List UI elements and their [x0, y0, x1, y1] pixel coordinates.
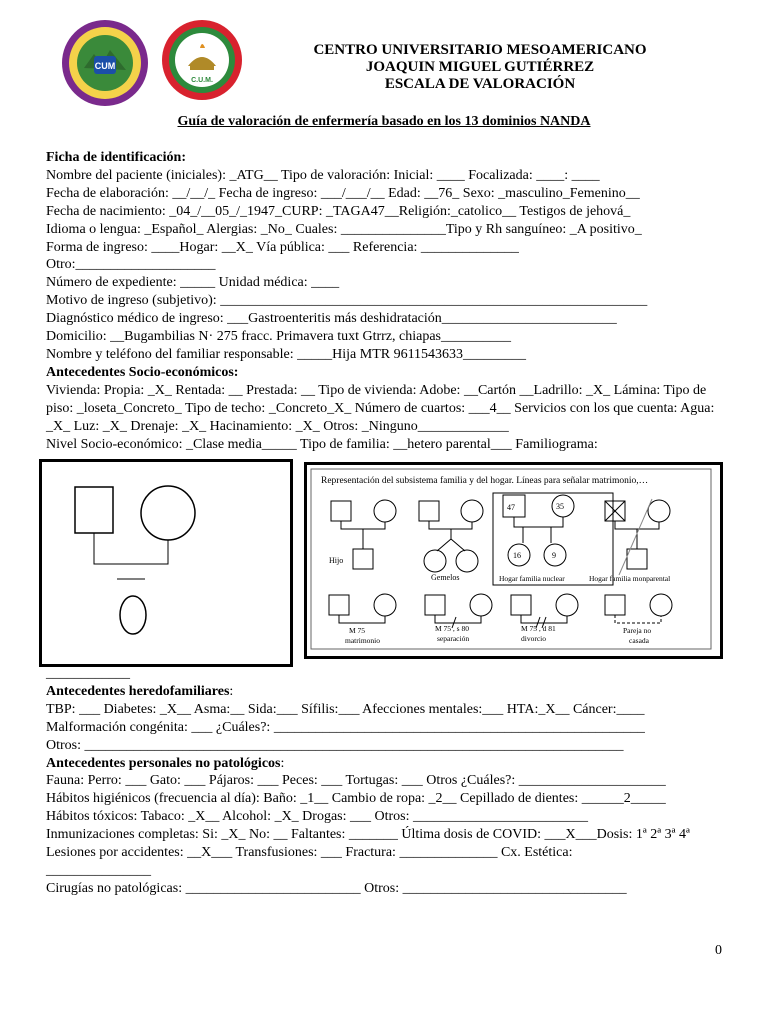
label-casada: casada — [629, 636, 649, 645]
header-line-2: JOAQUIN MIGUEL GUTIÉRREZ — [365, 59, 595, 75]
heading-colon: : — [229, 683, 234, 699]
form-line: Nombre del paciente (iniciales): _ATG__ Tipo de valoración: Inicial: ____ Focalizada: ____: ____ — [46, 167, 600, 183]
form-line: Hábitos higiénicos (frecuencia al día): Baño: _1__ Cambio de ropa: _2__ Cepillado de dientes: ______2_____ — [46, 791, 666, 807]
form-line: Fecha de nacimiento: _04_/__05_/_1947_CURP: _TAGA47__Religión:_catolico__ Testigos de jehová_ — [46, 203, 631, 219]
history-section — [46, 665, 736, 898]
form-line: Nombre y teléfono del familiar responsable: _____Hija MTR 9611543633_________ — [46, 346, 527, 362]
socioeconomic-heading: Antecedentes Socio-económicos: — [46, 364, 239, 380]
hand-drawn-familiogram — [39, 459, 293, 667]
accidents-line-cont: _______________ — [46, 862, 151, 878]
familiogram-reference — [304, 462, 723, 659]
label-hijo: Hijo — [329, 556, 344, 565]
form-line: Idioma o lengua: _Español_ Alergias: _No_ Cuales: _______________Tipo y Rh sanguíneo: _A positivo_ — [46, 221, 642, 237]
form-line: Otros: _____________________________________________________________________________ — [46, 737, 624, 753]
header-line-3: ESCALA DE VALORACIÓN — [384, 76, 576, 92]
form-line: Número de expediente: _____ Unidad médica: ____ — [46, 275, 340, 291]
child-symbol — [120, 596, 146, 634]
university-logo — [60, 18, 150, 113]
label-pareja: Pareja no — [623, 626, 652, 635]
form-line: Fauna: Perro: ___ Gato: ___ Pájaros: ___ Peces: ___ Tortugas: ___ Otros ¿Cuáles?: _____________________ — [46, 773, 666, 789]
socioeconomic-text: Vivienda: Propia: _X_ Rentada: __ Prestada: __ Tipo de vivienda: Adobe: __Cartón __Ladrillo: _X_ Lámina: Tipo de piso: _loseta_Concreto_ Tipo de techo: _Concreto_X_ Número de cuartos: ___4__ Servicios con los que cuenta: Agua: _X_ Luz: _X_ Drenaje: _X_ Hacinamiento: _X_ Otros: _Ninguno_____________ — [46, 382, 715, 434]
label-16: 16 — [513, 551, 521, 560]
label-nuclear: Hogar familia nuclear — [499, 574, 565, 583]
surgery-line: Cirugías no patológicas: _________________________ Otros: ________________________________ — [46, 880, 627, 896]
header-line-1: CENTRO UNIVERSITARIO MESOAMERICANO — [313, 42, 647, 58]
form-line: Otro:____________________ — [46, 257, 216, 273]
identification-section — [46, 149, 736, 453]
familiogram-title: Representación del subsistema familia y del hogar. Líneas para señalar matrimonio,… — [321, 476, 649, 486]
document-header — [290, 42, 670, 93]
form-line: TBP: ___ Diabetes: _X__ Asma:__ Sida:___ Sífilis:___ Afecciones mentales:___ HTA:_X__ Cáncer:____ — [46, 701, 645, 717]
blank-line: ____________ — [46, 666, 130, 681]
hereditary-heading: Antecedentes heredofamiliares — [46, 683, 230, 699]
label-matrimonio: matrimonio — [345, 636, 380, 645]
socioeconomic-last-line: Nivel Socio-económico: _Clase media_____ Tipo de familia: __hetero parental___ Familiograma: — [46, 436, 598, 452]
label-m75-a: M 75 — [349, 626, 366, 635]
label-separacion: separación — [437, 634, 470, 643]
heading-colon: : — [280, 755, 285, 771]
label-gemelos: Gemelos — [431, 573, 460, 582]
label-m75-d81: M 75 , d 81 — [521, 624, 556, 633]
document-subtitle: Guía de valoración de enfermería basado en los 13 dominios NANDA — [177, 114, 591, 129]
label-9: 9 — [552, 551, 556, 560]
logo-right-badge: C.U.M. — [191, 77, 213, 84]
nursing-logo — [160, 18, 244, 107]
label-35: 35 — [556, 502, 564, 511]
label-47: 47 — [507, 503, 515, 512]
form-line: Domicilio: __Bugambilias N· 275 fracc. Primavera tuxt Gtrrz, chiapas__________ — [46, 329, 512, 345]
immunization-line: Inmunizaciones completas: Si: _X_ No: __ Faltantes: _______ Última dosis de COVID: ___X___Dosis: 1ª 2ª 3ª 4ª — [46, 827, 690, 843]
label-m75-s80: M 75 , s 80 — [435, 624, 469, 633]
form-line: Diagnóstico médico de ingreso: ___Gastroenteritis más deshidratación_________________________ — [46, 311, 617, 327]
page-number: 0 — [715, 943, 722, 958]
male-symbol — [75, 487, 113, 533]
form-line: Forma de ingreso: ____Hogar: __X_ Vía pública: ___ Referencia: ______________ — [46, 239, 519, 255]
accidents-line: Lesiones por accidentes: __X___ Transfusiones: ___ Fractura: ______________ Cx. Estética: — [46, 845, 573, 861]
form-line: Hábitos tóxicos: Tabaco: _X__ Alcohol: _X_ Drogas: ___ Otros: _________________________ — [46, 809, 589, 825]
label-monoparental: Hogar familia monparental — [589, 574, 671, 583]
non-pathological-heading: Antecedentes personales no patológicos — [46, 755, 281, 771]
female-symbol — [141, 486, 195, 540]
identification-heading: Ficha de identificación: — [46, 150, 186, 165]
form-line: Malformación congénita: ___ ¿Cuáles?: _____________________________________________________ — [46, 719, 645, 735]
form-line: Motivo de ingreso (subjetivo): _____________________________________________________________ — [46, 293, 648, 309]
logo-left-badge: CUM — [94, 61, 116, 71]
label-divorcio: divorcio — [521, 634, 546, 643]
form-line: Fecha de elaboración: __/__/_ Fecha de ingreso: ___/___/__ Edad: __76_ Sexo: _masculino_Femenino__ — [46, 185, 640, 201]
